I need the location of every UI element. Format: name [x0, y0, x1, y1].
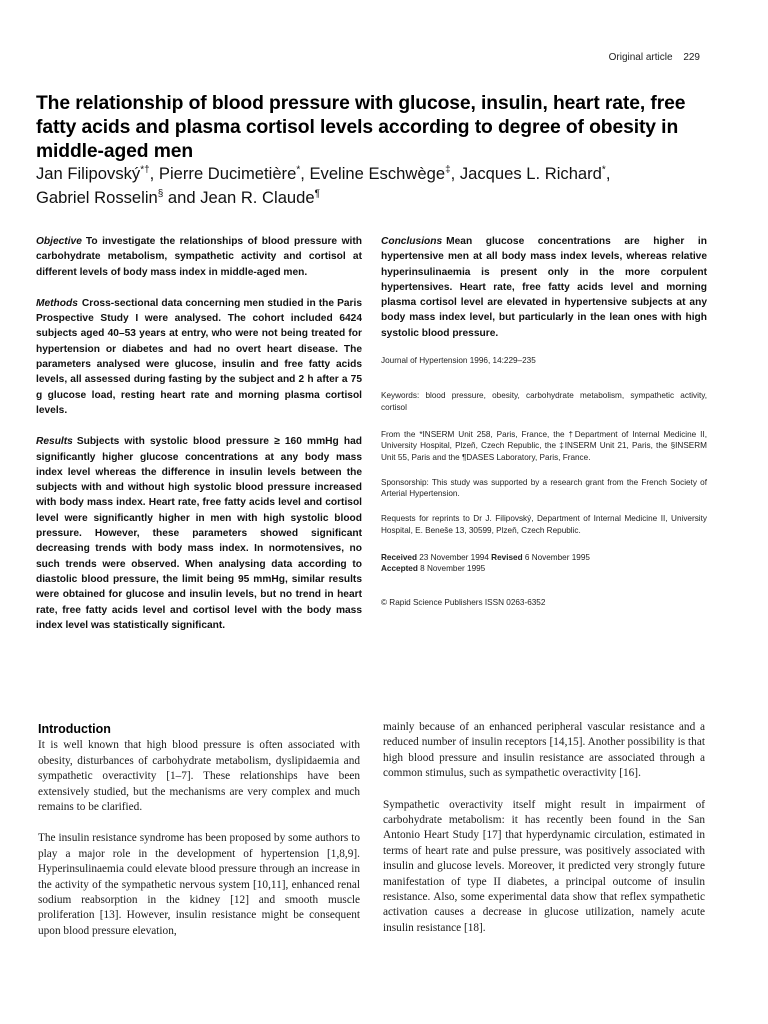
- author: Gabriel Rosselin§ and: [36, 188, 201, 207]
- body-left-column: [38, 720, 360, 955]
- running-head: [609, 52, 700, 63]
- keywords: Keywords: blood pressure, obesity, carbohydrate metabolism, sympathetic activity, cortisol: [381, 391, 707, 412]
- body-paragraph: mainly because of an enhanced peripheral vascular resistance and a reduced number of insulin receptors [14,15]. Another possibility is that high blood pressure and insulin resistance are associated through a common stimulus, such as sympathetic overactivity [16].: [383, 721, 705, 780]
- conclusions-text: Mean glucose concentrations are higher in hypertensive men at all body mass index levels, whereas relative hyperinsulinaemia is present only in the more corpulent hypertensives. Heart rate, free fatty acids level and morning plasma cortisol level are elevated in hypertensive subjects at any body mass index level, but particularly in the lean ones with high systolic blood pressure.: [381, 236, 707, 339]
- conclusions-label: Conclusions: [381, 236, 443, 247]
- abstract-objective: [36, 234, 362, 280]
- journal-citation: Journal of Hypertension 1996, 14:229–235: [381, 356, 536, 366]
- body-paragraph: The insulin resistance syndrome has been proposed by some authors to play a major role in the development of hypertension [1,8,9]. Hyperinsulinaemia could elevate blood pressure through an increase in the activity of the sympathetic nervous system [10,11], enhanced renal sodium reabsorption in the kidney [12] and smooth muscle proliferation [13]. However, insulin resistance might be consequent upon blood pressure elevation,: [38, 832, 360, 937]
- abstract-left-column: [36, 234, 362, 649]
- reprint-requests: Requests for reprints to Dr J. Filipovský, Department of Internal Medicine II, University Hospital, E. Beneše 13, 30599, Plzeň, Czech Republic.: [381, 514, 707, 535]
- body-right-column: [383, 720, 705, 952]
- article-title: The relationship of blood pressure with glucose, insulin, heart rate, free fatty acids and plasma cortisol levels according to degree of obesity in middle-aged men: [36, 93, 686, 162]
- article-dates: Received 23 November 1994 Revised 6 November 1995 Accepted 8 November 1995: [381, 553, 590, 574]
- abstract-methods: [36, 296, 362, 418]
- author: Pierre Ducimetière*,: [158, 164, 310, 183]
- results-text: Subjects with systolic blood pressure ≥ 160 mmHg had significantly higher glucose concentrations at any body mass index level whereas the difference in insulin levels between the subjects with and without high systolic blood pressure increased with body mass index. Heart rate, free fatty acids level and cortisol level were significantly higher in men with high systolic blood pressure. However, these parameters showed significant decreasing trends with body mass index. In normotensives, no such trends were observed. When analysing data according to diastolic blood pressure, the limit being 95 mmHg, similar results were obtained for glucose and insulin levels, but no trend in heart rate, free fatty acids level and cortisol level with the body mass index level was statistically significant.: [36, 436, 362, 631]
- article-meta: [381, 355, 707, 608]
- abstract-right-column: [381, 234, 707, 608]
- abstract-conclusions: [381, 234, 707, 341]
- results-label: Results: [36, 436, 73, 448]
- author-list: [36, 162, 736, 210]
- section-label: Original article: [608, 52, 673, 63]
- page-number: 229: [683, 52, 700, 63]
- methods-label: Methods: [36, 297, 78, 309]
- affiliations: From the *INSERM Unit 258, Paris, France, the †Department of Internal Medicine II, University Hospital, Plzeň, Czech Republic, the ‡INSERM Unit 21, Paris, the §INSERM Unit 55, Paris and the ¶DASES Laboratory, Paris, France.: [381, 429, 707, 462]
- author: Eveline Eschwège‡,: [309, 164, 460, 183]
- author: Jan Filipovský*†,: [36, 164, 159, 183]
- abstract-results: [36, 434, 362, 633]
- sponsorship: Sponsorship: This study was supported by a research grant from the French Society of Arterial Hypertension.: [381, 477, 707, 499]
- methods-text: Cross-sectional data concerning men studied in the Paris Prospective Study I were analysed. The cohort included 6424 subjects aged 40–53 years at entry, who were not being treated for hypertension or diabetes and had no overt heart disease. The parameters analysed were glucose, insulin and free fatty acids levels, all assessed during fasting by the subject and 2 h after a 75 g glucose load, resting heart rate and morning plasma cortisol levels.: [36, 297, 362, 416]
- author: Jean R. Claude¶: [200, 188, 320, 207]
- author: Jacques L. Richard*,: [459, 164, 611, 183]
- objective-text: To investigate the relationships of blood pressure with carbohydrate metabolism, sympathetic activity and cortisol at different levels of body mass index in middle-aged men.: [36, 236, 362, 278]
- body-paragraph: It is well known that high blood pressure is often associated with obesity, disturbances of carbohydrate metabolism, dyslipidaemia and sympathetic overactivity [1–7]. These relationships have been extensively studied, but the mechanisms are very complex and much remains to be clarified.: [38, 739, 360, 814]
- copyright: © Rapid Science Publishers ISSN 0263-6352: [381, 597, 546, 607]
- objective-label: Objective: [36, 236, 82, 247]
- section-heading: Introduction: [38, 722, 111, 736]
- body-paragraph: Sympathetic overactivity itself might result in impairment of carbohydrate metabolism: it has recently been found in the San Antonio Heart Study [17] that hyperdynamic circulation, estimated in terms of heart rate and pulse pressure, was positively associated with insulin and glucose levels. Moreover, it predicted very strongly future manifestation of type II diabetes, a principal outcome of insulin resistance. Also, some experimental data show that reflex sympathetic activation causes a decrease in glucose utilization, namely acute insulin resistance [18].: [383, 798, 705, 934]
